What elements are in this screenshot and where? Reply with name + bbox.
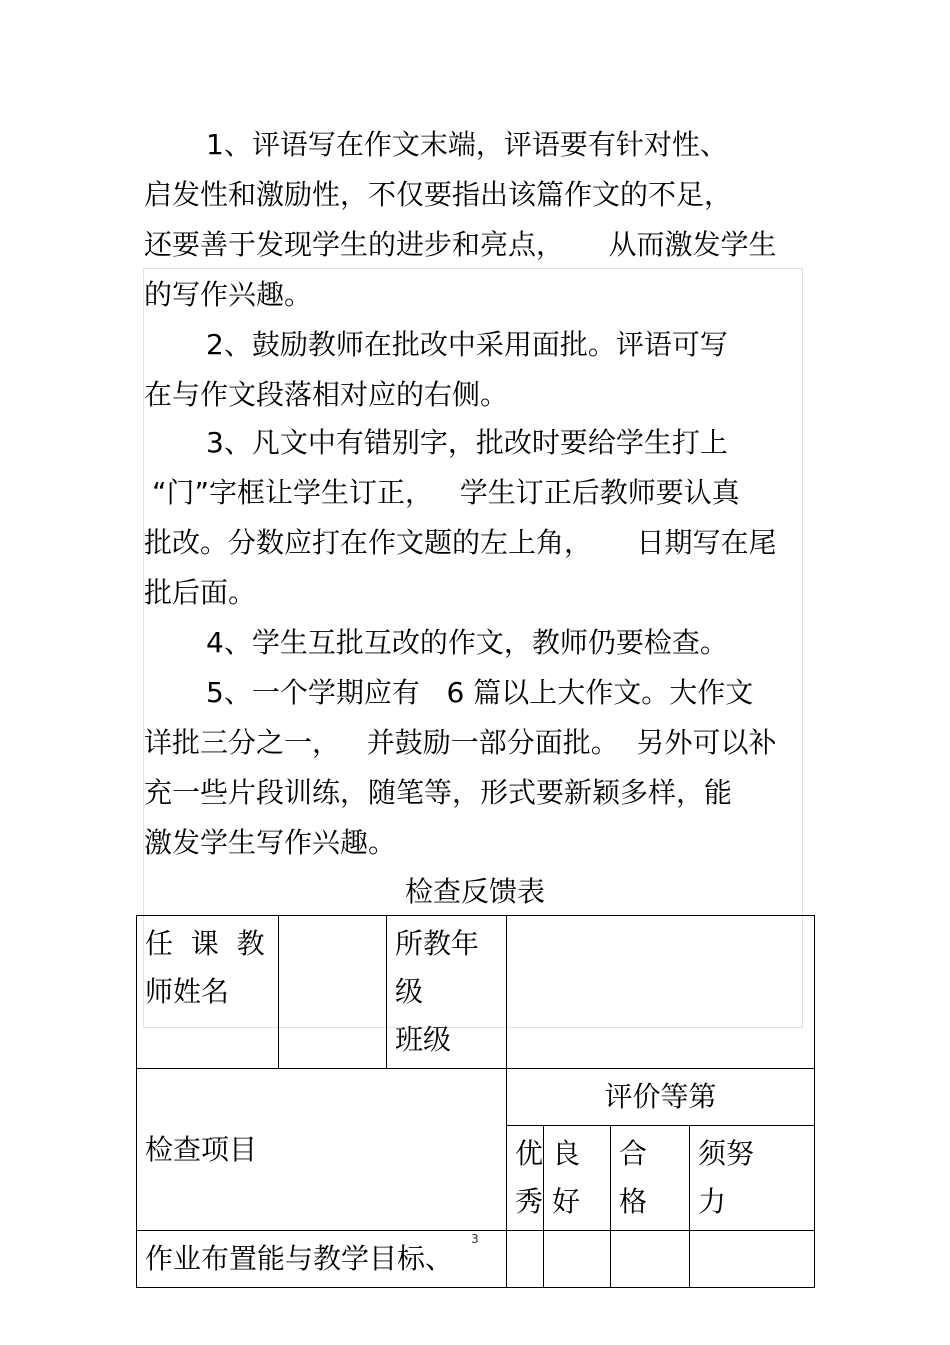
paragraph-4 — [144, 618, 804, 668]
check-item-1: 作业布置能与教学目标、 — [137, 1231, 507, 1288]
paragraph-3-line-2: “门”字框让学生订正， 学生订正后教师要认真 — [152, 476, 740, 509]
rating-needs-effort: 须努 力 — [690, 1126, 815, 1231]
paragraph-5 — [144, 668, 804, 868]
paragraph-2 — [144, 320, 804, 420]
paragraph-1-line-2: 启发性和激励性，不仅要指出该篇作文的不足， — [144, 178, 733, 211]
table-row-teacher — [137, 916, 815, 1069]
table-title: 检查反馈表 — [404, 875, 545, 908]
grade-class-cell[interactable] — [507, 916, 815, 1069]
paragraph-1 — [144, 120, 804, 320]
paragraph-3-line-3: 批改。分数应打在作文题的左上角， 日期写在尾 — [144, 526, 777, 559]
grade-class-label: 所教年级 班级 — [387, 916, 507, 1069]
paragraph-1-line-1: 1、评语写在作文末端，评语要有针对性、 — [206, 128, 728, 161]
teacher-name-label: 任 课 教 师姓名 — [137, 916, 279, 1069]
page-number: 3 — [471, 1232, 479, 1246]
paragraph-3-line-1: 3、凡文中有错别字，批改时要给学生打上 — [206, 426, 728, 459]
table-row-header-1 — [137, 1069, 815, 1126]
paragraph-5-line-3: 充一些片段训练，随笔等，形式要新颖多样，能 — [144, 776, 733, 809]
paragraph-5-line-2: 详批三分之一， 并鼓励一部分面批。 另外可以补 — [144, 726, 777, 759]
paragraph-1-line-3: 还要善于发现学生的进步和亮点， 从而激发学生 — [144, 228, 777, 261]
rating-excellent: 优 秀 — [507, 1126, 544, 1231]
rating-pass: 合 格 — [611, 1126, 690, 1231]
paragraph-5-line-4: 激发学生写作兴趣。 — [144, 826, 397, 859]
paragraph-1-line-4: 的写作兴趣。 — [144, 278, 313, 311]
rating-header: 评价等第 — [507, 1069, 815, 1126]
paragraph-3 — [144, 418, 804, 618]
paragraph-2-line-1: 2、鼓励教师在批改中采用面批。评语可写 — [206, 328, 728, 361]
paragraph-2-line-2: 在与作文段落相对应的右侧。 — [144, 378, 509, 411]
paragraph-5-line-1: 5、一个学期应有 6 篇以上大作文。大作文 — [206, 676, 754, 709]
teacher-name-cell[interactable] — [279, 916, 387, 1069]
paragraph-3-line-4: 批后面。 — [144, 576, 257, 609]
rating-good: 良 好 — [544, 1126, 611, 1231]
check-item-header: 检查项目 — [137, 1069, 507, 1231]
paragraph-4-line-1: 4、学生互批互改的作文，教师仍要检查。 — [206, 626, 728, 659]
